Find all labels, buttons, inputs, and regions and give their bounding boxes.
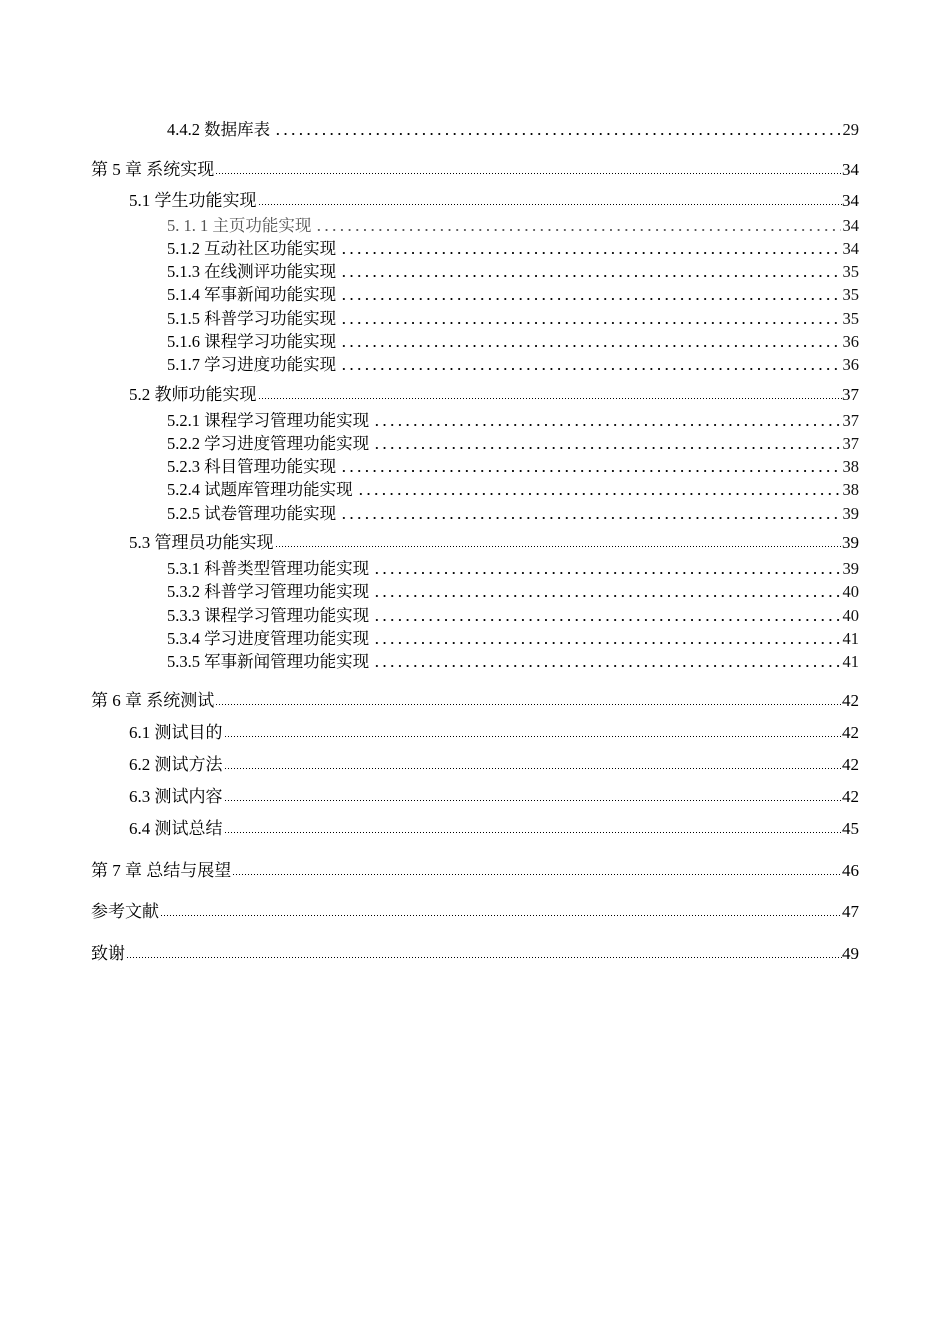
toc-page-number: 40 — [842, 582, 859, 601]
dot-leader — [272, 116, 840, 140]
toc-entry-label: 参考文献 — [91, 902, 159, 921]
dot-leader — [371, 430, 840, 454]
toc-page-number: 39 — [842, 533, 859, 552]
toc-page-number: 35 — [842, 262, 859, 281]
toc-entry-label: 第 6 章 系统测试 — [91, 691, 215, 710]
toc-entry-label: 5.2.5 试卷管理功能实现 — [167, 504, 337, 523]
toc-entry-chapter-7[interactable] — [91, 856, 859, 881]
toc-page-number: 45 — [842, 819, 859, 838]
dot-leader — [215, 155, 842, 180]
dot-leader — [338, 328, 840, 352]
toc-entry-references[interactable] — [91, 897, 859, 922]
dot-leader — [224, 750, 843, 775]
dot-leader — [224, 782, 843, 807]
toc-page-number: 39 — [842, 504, 859, 523]
toc-page-number: 42 — [842, 755, 859, 774]
dot-leader — [338, 500, 840, 524]
dot-leader — [338, 305, 840, 329]
toc-entry-label: 5.1.5 科普学习功能实现 — [167, 309, 337, 328]
toc-entry-label: 6.4 测试总结 — [129, 819, 223, 838]
toc-entry-5-2-1[interactable] — [167, 407, 859, 431]
toc-page-number: 29 — [842, 120, 859, 139]
toc-entry-5-1[interactable] — [129, 186, 859, 211]
dot-leader — [371, 625, 840, 649]
toc-entry-chapter-6[interactable] — [91, 686, 859, 711]
toc-page-number: 36 — [842, 332, 859, 351]
toc-page-number: 49 — [842, 944, 859, 963]
toc-entry-label: 5.2.3 科目管理功能实现 — [167, 457, 337, 476]
toc-entry-5-1-6[interactable] — [167, 328, 859, 352]
toc-entry-5-2-2[interactable] — [167, 430, 859, 454]
toc-entry-5-1-1[interactable] — [167, 212, 859, 236]
toc-page-number: 42 — [842, 691, 859, 710]
toc-entry-label: 致谢 — [91, 944, 125, 963]
toc-entry-label: 5.2 教师功能实现 — [129, 385, 257, 404]
toc-entry-label: 6.1 测试目的 — [129, 723, 223, 742]
dot-leader — [224, 814, 843, 839]
toc-page-number: 42 — [842, 723, 859, 742]
toc-page-number: 36 — [842, 355, 859, 374]
toc-entry-label: 5.1.2 互动社区功能实现 — [167, 239, 337, 258]
toc-page-number: 39 — [842, 559, 859, 578]
dot-leader — [275, 528, 843, 553]
toc-entry-label: 5.1.6 课程学习功能实现 — [167, 332, 337, 351]
toc-page-number: 35 — [842, 285, 859, 304]
toc-entry-5-1-7[interactable] — [167, 351, 859, 375]
dot-leader — [313, 212, 840, 236]
toc-entry-label: 第 7 章 总结与展望 — [91, 861, 232, 880]
toc-page-number: 47 — [842, 902, 859, 921]
toc-entry-label: 5.3.1 科普类型管理功能实现 — [167, 559, 370, 578]
toc-entry-label: 5.2.2 学习进度管理功能实现 — [167, 434, 370, 453]
toc-entry-label: 5.3.5 军事新闻管理功能实现 — [167, 652, 370, 671]
dot-leader — [355, 476, 841, 500]
toc-entry-5-2-5[interactable] — [167, 500, 859, 524]
toc-entry-5-3-2[interactable] — [167, 578, 859, 602]
toc-entry-label: 5.3.4 学习进度管理功能实现 — [167, 629, 370, 648]
dot-leader — [371, 555, 840, 579]
toc-entry-6-1[interactable] — [129, 718, 859, 743]
dot-leader — [258, 380, 843, 405]
toc-entry-label: 5.3.2 科普学习管理功能实现 — [167, 582, 370, 601]
toc-entry-5-3-4[interactable] — [167, 625, 859, 649]
toc-entry-label: 6.3 测试内容 — [129, 787, 223, 806]
toc-entry-label: 4.4.2 数据库表 — [167, 120, 271, 139]
toc-entry-5-3-1[interactable] — [167, 555, 859, 579]
dot-leader — [338, 453, 840, 477]
toc-entry-5-2[interactable] — [129, 380, 859, 405]
toc-entry-6-4[interactable] — [129, 814, 859, 839]
toc-page-number: 37 — [842, 411, 859, 430]
dot-leader — [232, 856, 842, 881]
toc-entry-5-1-4[interactable] — [167, 281, 859, 305]
dot-leader — [126, 939, 842, 964]
dot-leader — [338, 281, 840, 305]
toc-entry-label: 5.2.4 试题库管理功能实现 — [167, 480, 353, 499]
toc-entry-chapter-5[interactable] — [91, 155, 859, 180]
toc-entry-4-4-2[interactable] — [167, 116, 859, 140]
dot-leader — [224, 718, 843, 743]
toc-entry-5-2-3[interactable] — [167, 453, 859, 477]
dot-leader — [371, 602, 840, 626]
dot-leader — [160, 897, 842, 922]
toc-page-number: 42 — [842, 787, 859, 806]
toc-entry-6-2[interactable] — [129, 750, 859, 775]
toc-entry-5-1-2[interactable] — [167, 235, 859, 259]
toc-page-number: 34 — [842, 160, 859, 179]
toc-entry-label: 5.1.7 学习进度功能实现 — [167, 355, 337, 374]
dot-leader — [371, 648, 840, 672]
toc-entry-5-1-5[interactable] — [167, 305, 859, 329]
toc-entry-6-3[interactable] — [129, 782, 859, 807]
toc-entry-5-1-3[interactable] — [167, 258, 859, 282]
toc-entry-label: 5.3 管理员功能实现 — [129, 533, 274, 552]
toc-entry-5-3-5[interactable] — [167, 648, 859, 672]
toc-page-number: 38 — [842, 457, 859, 476]
toc-page-number: 34 — [842, 216, 859, 235]
toc-entry-label: 5.3.3 课程学习管理功能实现 — [167, 606, 370, 625]
dot-leader — [215, 686, 842, 711]
toc-entry-label: 5.1.3 在线测评功能实现 — [167, 262, 337, 281]
toc-page-number: 40 — [842, 606, 859, 625]
toc-entry-acknowledgements[interactable] — [91, 939, 859, 964]
dot-leader — [338, 235, 840, 259]
toc-entry-label: 6.2 测试方法 — [129, 755, 223, 774]
dot-leader — [258, 186, 843, 211]
toc-entry-5-3[interactable] — [129, 528, 859, 553]
toc-entry-label: 第 5 章 系统实现 — [91, 160, 215, 179]
dot-leader — [338, 351, 840, 375]
toc-page-number: 41 — [842, 629, 859, 648]
toc-page-number: 34 — [842, 191, 859, 210]
toc-entry-5-3-3[interactable] — [167, 602, 859, 626]
dot-leader — [371, 578, 840, 602]
toc-page-number: 37 — [842, 385, 859, 404]
toc-page-number: 38 — [842, 480, 859, 499]
toc-page-number: 34 — [842, 239, 859, 258]
toc-entry-label: 5. 1. 1 主页功能实现 — [167, 216, 312, 235]
toc-page-number: 46 — [842, 861, 859, 880]
dot-leader — [338, 258, 840, 282]
toc-entry-label: 5.2.1 课程学习管理功能实现 — [167, 411, 370, 430]
toc-entry-label: 5.1 学生功能实现 — [129, 191, 257, 210]
toc-entry-label: 5.1.4 军事新闻功能实现 — [167, 285, 337, 304]
toc-page-number: 37 — [842, 434, 859, 453]
toc-page-number: 35 — [842, 309, 859, 328]
toc-page-number: 41 — [842, 652, 859, 671]
dot-leader — [371, 407, 840, 431]
toc-entry-5-2-4[interactable] — [167, 476, 859, 500]
